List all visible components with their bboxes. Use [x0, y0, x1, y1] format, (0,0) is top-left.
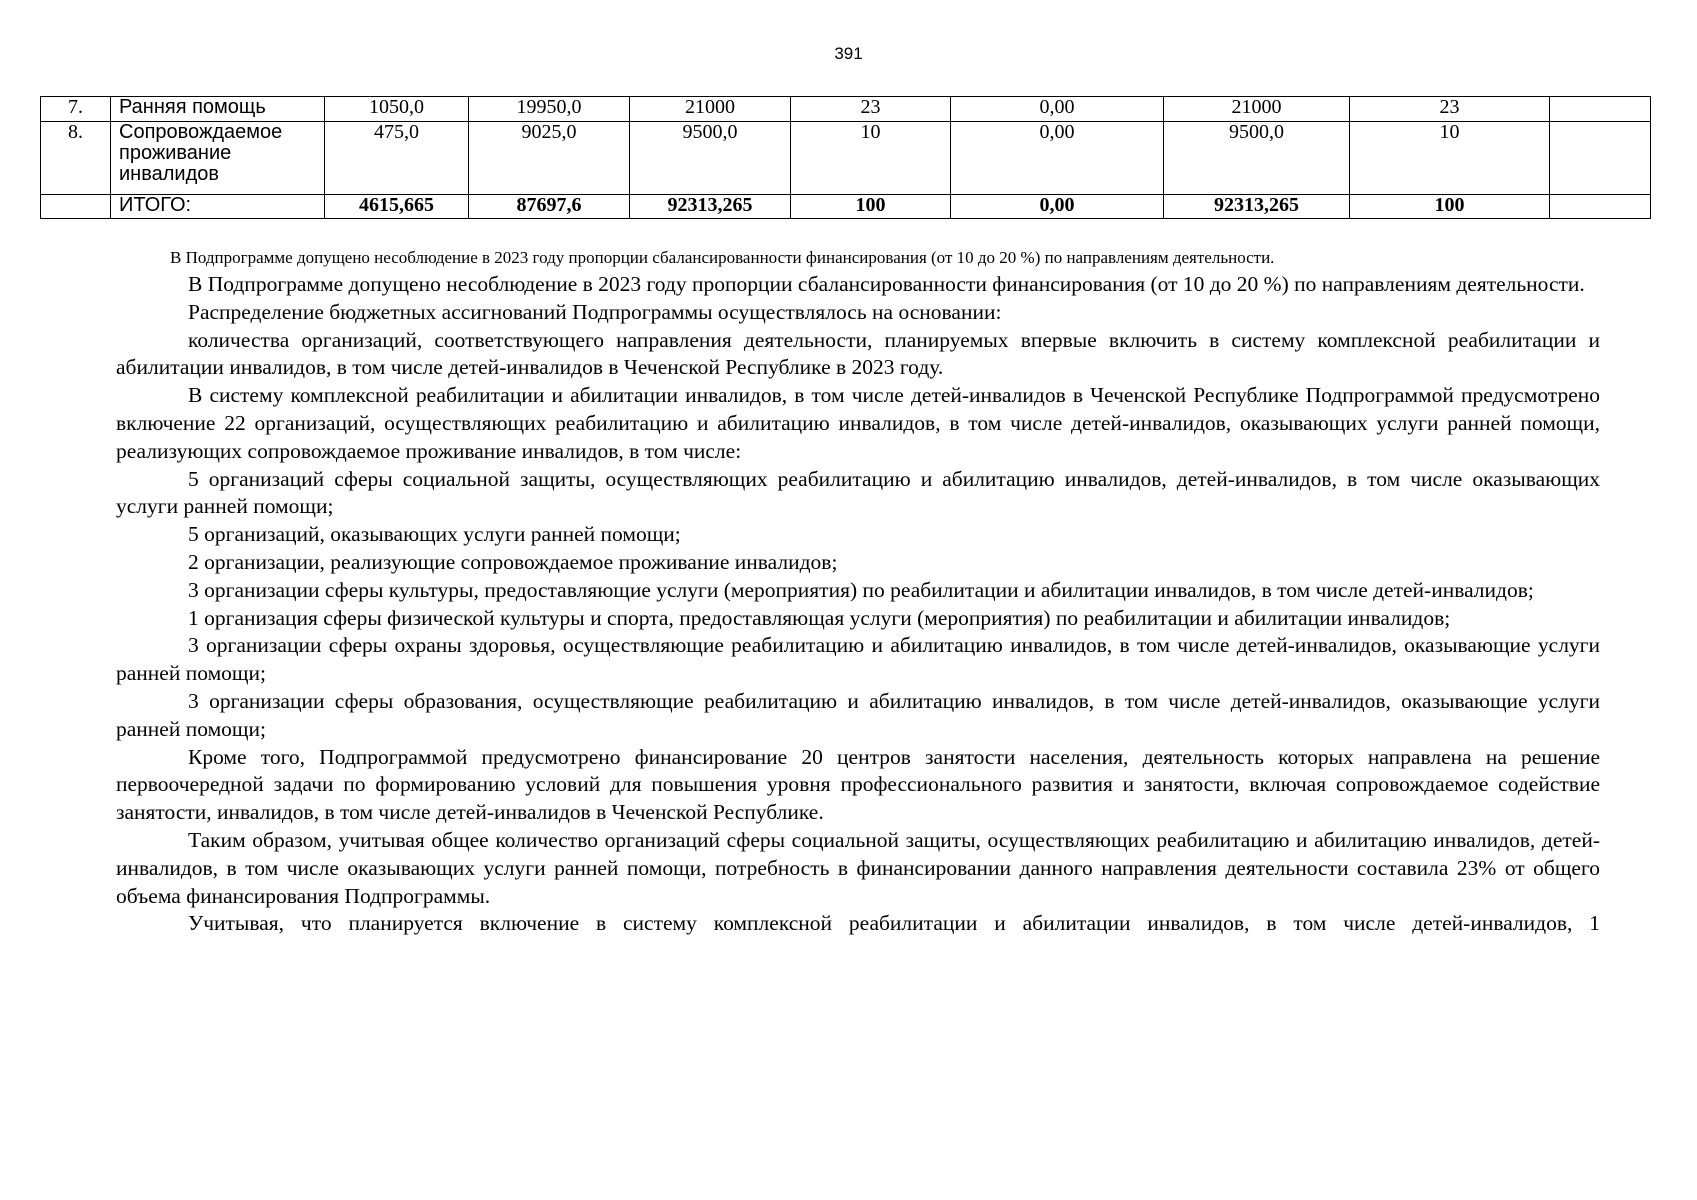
body-text [116, 271, 1600, 938]
table-cell: 9500,0 [630, 122, 791, 195]
table-cell: 23 [1350, 97, 1550, 122]
paragraph: 3 организации сферы охраны здоровья, осуществляющие реабилитацию и абилитацию инвалидов, в том числе детей-инвалидов, оказывающие услуги ранней помощи; [116, 633, 1600, 686]
table-cell: 100 [791, 195, 951, 219]
row-number: 8. [41, 122, 111, 195]
small-note: В Подпрограмме допущено несоблюдение в 2023 году пропорции сбалансированности финансирования (от 10 до 20 %) по направлениям деятельности. [170, 248, 1275, 267]
row-number [41, 195, 111, 219]
table-cell: 21000 [1164, 97, 1350, 122]
paragraph: Кроме того, Подпрограммой предусмотрено финансирование 20 центров занятости населения, деятельность которых направлена на решение первоочередной задачи по формированию условий для повышения уровня профессионального развития и занятости, включая сопровождаемое содействие занятости, инвалидов, в том числе детей-инвалидов в Чеченской Республике. [116, 744, 1600, 825]
table-cell: 10 [1350, 122, 1550, 195]
table-total-row [41, 195, 1651, 219]
paragraph: Распределение бюджетных ассигнований Подпрограммы осуществлялось на основании: [188, 299, 1002, 324]
paragraph: 1 организация сферы физической культуры и спорта, предоставляющая услуги (мероприятия) по реабилитации и абилитации инвалидов; [188, 605, 1451, 630]
table-cell: 9025,0 [469, 122, 630, 195]
paragraph: 5 организаций сферы социальной защиты, осуществляющих реабилитацию и абилитацию инвалидов, детей-инвалидов, в том числе оказывающих услуги ранней помощи; [116, 466, 1600, 519]
table-cell: 4615,665 [325, 195, 469, 219]
paragraph: В систему комплексной реабилитации и абилитации инвалидов, в том числе детей-инвалидов в Чеченской Республике Подпрограммой предусмотрено включение 22 организаций, осуществляющих реабилитацию и абилитацию инвалидов, в том числе детей-инвалидов, оказывающих услуги ранней помощи, реализующих сопровождаемое проживание инвалидов, в том числе: [116, 383, 1600, 463]
table-row [41, 97, 1651, 122]
table-cell: 475,0 [325, 122, 469, 195]
table-cell: 92313,265 [1164, 195, 1350, 219]
table-row [41, 122, 1651, 195]
table-cell: 9500,0 [1164, 122, 1350, 195]
paragraph: 3 организации сферы образования, осуществляющие реабилитацию и абилитацию инвалидов, в том числе детей-инвалидов, оказывающие услуги ранней помощи; [116, 688, 1600, 741]
paragraph: количества организаций, соответствующего направления деятельности, планируемых впервые включить в систему комплексной реабилитации и абилитации инвалидов, в том числе детей-инвалидов в Чеченской Республике в 2023 году. [116, 327, 1600, 380]
table-cell: 87697,6 [469, 195, 630, 219]
row-name: Ранняя помощь [111, 97, 325, 122]
table-cell: 0,00 [951, 122, 1164, 195]
paragraph: 2 организации, реализующие сопровождаемое проживание инвалидов; [188, 549, 838, 574]
table-cell [1550, 97, 1651, 122]
paragraph: Учитывая, что планируется включение в систему комплексной реабилитации и абилитации инвалидов, в том числе детей-инвалидов, 1 [188, 911, 1600, 936]
paragraph: 5 организаций, оказывающих услуги ранней помощи; [188, 522, 681, 547]
row-name: Сопровождаемое проживание инвалидов [111, 122, 325, 195]
table-cell [1550, 195, 1651, 219]
table-cell: 0,00 [951, 97, 1164, 122]
table-cell: 1050,0 [325, 97, 469, 122]
table-cell: 19950,0 [469, 97, 630, 122]
financing-table [40, 96, 1651, 219]
row-name: ИТОГО: [111, 195, 325, 219]
paragraph: Таким образом, учитывая общее количество организаций сферы социальной защиты, осуществляющих реабилитацию и абилитацию инвалидов, детей-инвалидов, в том числе оказывающих услуги ранней помощи, потребность в финансировании данного направления деятельности составила 23% от общего объема финансирования Подпрограммы. [116, 827, 1600, 908]
table-cell [1550, 122, 1651, 195]
table-cell: 100 [1350, 195, 1550, 219]
table-cell: 10 [791, 122, 951, 195]
paragraph: 3 организации сферы культуры, предоставляющие услуги (мероприятия) по реабилитации и абилитации инвалидов, в том числе детей-инвалидов; [188, 577, 1534, 602]
table-cell: 21000 [630, 97, 791, 122]
table-cell: 23 [791, 97, 951, 122]
table-cell: 0,00 [951, 195, 1164, 219]
table-cell: 92313,265 [630, 195, 791, 219]
page-number: 391 [834, 44, 863, 63]
paragraph: В Подпрограмме допущено несоблюдение в 2023 году пропорции сбалансированности финансирования (от 10 до 20 %) по направлениям деятельности. [188, 272, 1585, 296]
row-number: 7. [41, 97, 111, 122]
